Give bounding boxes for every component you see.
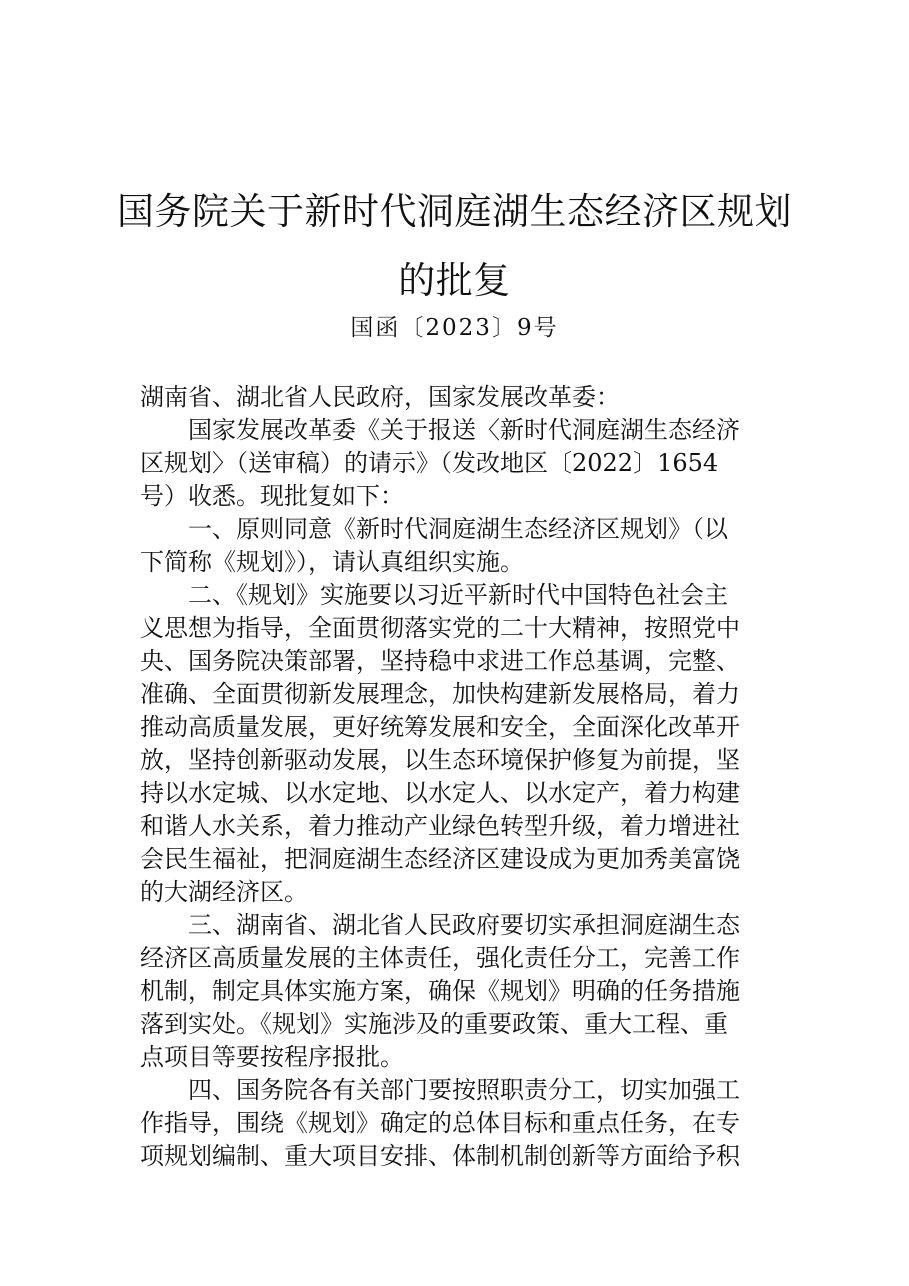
body-line: 下简称《规划》），请认真组织实施。 bbox=[140, 548, 524, 576]
body-line: 准确、全面贯彻新发展理念，加快构建新发展格局，着力 bbox=[140, 680, 740, 708]
body-line: 区规划〉（送审稿）的请示》（发改地区〔2022〕1654 bbox=[140, 449, 719, 477]
body-line: 二、《规划》实施要以习近平新时代中国特色社会主 bbox=[188, 581, 728, 609]
body-line: 经济区高质量发展的主体责任，强化责任分工，完善工作 bbox=[140, 944, 740, 972]
body-line: 项规划编制、重大项目安排、体制机制创新等方面给予积 bbox=[140, 1142, 740, 1170]
body-line: 的大湖经济区。 bbox=[140, 878, 308, 906]
body-line: 放，坚持创新驱动发展，以生态环境保护修复为前提，坚 bbox=[140, 746, 740, 774]
body-line: 号）收悉。现批复如下： bbox=[140, 482, 404, 510]
body-line: 国家发展改革委《关于报送〈新时代洞庭湖生态经济 bbox=[188, 416, 740, 444]
body-line: 点项目等要按程序报批。 bbox=[140, 1043, 404, 1071]
salutation: 湖南省、湖北省人民政府，国家发展改革委： bbox=[140, 383, 620, 411]
body-line: 央、国务院决策部署，坚持稳中求进工作总基调，完整、 bbox=[140, 647, 740, 675]
body-line: 机制，制定具体实施方案，确保《规划》明确的任务措施 bbox=[140, 977, 740, 1005]
body-line: 一、原则同意《新时代洞庭湖生态经济区规划》（以 bbox=[188, 515, 728, 543]
body-line: 落到实处。《规划》实施涉及的重要政策、重大工程、重 bbox=[140, 1010, 728, 1038]
body-line: 四、国务院各有关部门要按照职责分工，切实加强工 bbox=[188, 1076, 740, 1104]
document-title-line-1: 国务院关于新时代洞庭湖生态经济区规划 bbox=[117, 190, 792, 233]
body-line: 义思想为指导，全面贯彻落实党的二十大精神，按照党中 bbox=[140, 614, 740, 642]
body-line: 三、湖南省、湖北省人民政府要切实承担洞庭湖生态 bbox=[188, 911, 740, 939]
document-title-line-2: 的批复 bbox=[398, 259, 511, 302]
document-number: 国函〔2023〕9号 bbox=[350, 315, 559, 341]
body-line: 持以水定城、以水定地、以水定人、以水定产，着力构建 bbox=[140, 779, 740, 807]
body-line: 作指导，围绕《规划》确定的总体目标和重点任务，在专 bbox=[140, 1109, 740, 1137]
body-line: 会民生福祉，把洞庭湖生态经济区建设成为更加秀美富饶 bbox=[140, 845, 740, 873]
body-line: 推动高质量发展，更好统筹发展和安全，全面深化改革开 bbox=[140, 713, 740, 741]
body-line: 和谐人水关系，着力推动产业绿色转型升级，着力增进社 bbox=[140, 812, 740, 840]
